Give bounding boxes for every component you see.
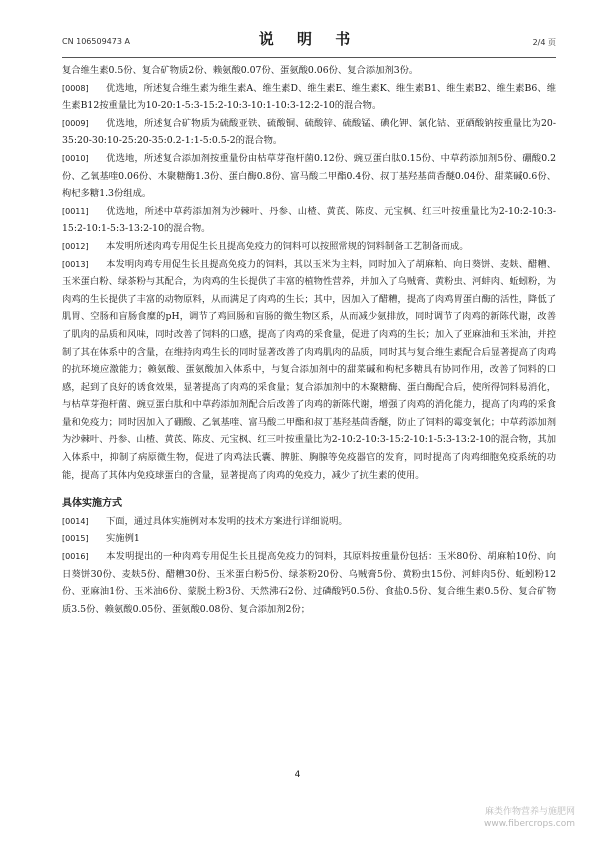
paragraph-0013 — [62, 256, 556, 485]
paragraph-text: 本发明提出的一种肉鸡专用促生长且提高免疫力的饲料，其原料按重量份包括：玉米80份、胡麻粕10份、向日葵饼30份、麦麸5份、醋糟30份、玉米蛋白粉5份、绿茶粉20份、乌贼膏5份、黄粉虫15份、河蚌肉5份、蚯蚓粉12份、亚麻油1份、玉米油6份、蒙脱土粉3份、天然沸石2份、过磷酸钙0.5份、食盐0.5份、复合维生素0.5份、复合矿物质3.5份、赖氨酸0.05份、蛋氨酸0.08份、复合添加剂2份； — [62, 551, 556, 615]
section-heading: 具体实施方式 — [62, 498, 122, 510]
document-title: 说 明 书 — [258, 30, 360, 48]
paragraph-0012 — [62, 238, 556, 256]
paragraph-number: [0015] — [62, 534, 89, 544]
page-number: 4 — [294, 770, 301, 780]
page-info: 2/4 页 — [532, 38, 556, 47]
watermark — [484, 806, 575, 830]
paragraph-text: 优选地，所述中草药添加剂为沙棘叶、丹参、山楂、黄芪、陈皮、元宝枫、红三叶按重量比为2-10:2-10:3-15:2-10:1-5:3-13:2-10的混合物。 — [62, 205, 556, 235]
publication-number: CN 106509473 A — [62, 37, 130, 46]
paragraph-number: [0008] — [62, 83, 89, 93]
document-body — [62, 62, 556, 618]
paragraph-text: 优选地，所述复合添加剂按重量份由枯草芽孢杆菌0.12份、豌豆蛋白肽0.15份、中草药添加剂5份、硼酸0.2份、乙氧基喹0.06份、木聚糖酶1.3份、蛋白酶0.8份、富马酸二甲酯0.4份、叔丁基羟基茴香醚0.04份、甜菜碱0.6份、枸杞多糖1.3份组成。 — [62, 152, 556, 200]
paragraph-number: [0014] — [62, 516, 89, 526]
paragraph-0009 — [62, 115, 556, 150]
paragraph-0010 — [62, 150, 556, 203]
paragraph-number: [0013] — [62, 259, 89, 269]
paragraph-text: 下面，通过具体实施例对本发明的技术方案进行详细说明。 — [106, 515, 348, 527]
paragraph-number: [0012] — [62, 241, 89, 251]
header-rule — [62, 57, 556, 58]
paragraph-number: [0009] — [62, 118, 89, 128]
page-header — [62, 28, 556, 54]
paragraph-number: [0016] — [62, 552, 89, 562]
paragraph-number: [0011] — [62, 206, 89, 216]
paragraph-number: [0010] — [62, 153, 89, 163]
watermark-url: www.fibercrops.com — [484, 819, 575, 829]
paragraph-0015 — [62, 530, 556, 548]
paragraph-0016 — [62, 548, 556, 618]
paragraph-text: 复合维生素0.5份、复合矿物质2份、赖氨酸0.07份、蛋氨酸0.06份、复合添加剂3份。 — [62, 65, 419, 76]
paragraph-0014 — [62, 513, 556, 531]
paragraph-text: 优选地，所述复合矿物质为硫酸亚铁、硫酸铜、硫酸锌、硫酸锰、碘化钾、氯化钴、亚硒酸钠按重量比为20-35:20-30:10-25:20-35:0.2-1:1-5:0.5-2的混合物。 — [62, 117, 556, 147]
watermark-site-name: 麻类作物营养与施肥网 — [484, 807, 575, 817]
paragraph-0011 — [62, 203, 556, 238]
paragraph-0008 — [62, 80, 556, 115]
paragraph-text: 本发明肉鸡专用促生长且提高免疫力的饲料，其以玉米为主料，同时加入了胡麻粕、向日葵饼、麦麸、醋糟、玉米蛋白粉、绿茶粉与其配合，为肉鸡的生长提供了丰富的植物性营养，并加入了乌贼膏、黄粉虫、河蚌肉、蚯蚓粉，为肉鸡的生长提供了丰富的动物原料，从而满足了肉鸡的生长；其中，因加入了醋糟，提高了肉鸡胃蛋白酶的活性，降低了肌胃、空肠和盲肠食糜的pH，调节了鸡回肠和盲肠的微生物区系，从而减少氨排放，同时调节了肉鸡的新陈代谢，改善了肌肉的品质和风味，同时改善了饲料的口感，提高了肉鸡的采食量，促进了肉鸡的生长；加入了亚麻油和玉米油，并控制了其在体系中的含量，在维持肉鸡生长的同时显著改善了肉鸡肌肉的品质，同时其与复合维生素配合后显著提高了肉鸡的抗环境应激能力；赖氨酸、蛋氨酸加入体系中，与复合添加剂中的甜菜碱和枸杞多糖具有协同作用，改善了饲料的口感，起到了良好的诱食效果，显著提高了肉鸡的采食量；复合添加剂中的木聚糖酶、蛋白酶配合后，使所得饲料易消化，与枯草芽孢杆菌、豌豆蛋白肽和中草药添加剂配合后改善了肉鸡的新陈代谢，增强了肉鸡的消化能力，提高了肉鸡的采食量和免疫力；同时因加入了硼酸、乙氧基喹、富马酸二甲酯和叔丁基羟基茴香醚，防止了饲料的霉变氧化；中草药添加剂为沙棘叶、丹参、山楂、黄芪、陈皮、元宝枫、红三叶按重量比为2-10:2-10:3-15:2-10:1-5:3-13:2-10的混合物，其加入体系中，抑制了病原微生物，促进了肉鸡法氏囊、脾脏、胸腺等免疫器官的发育，同时提高了肉鸡细胞免疫系统的功能，提高了其体内免疫球蛋白的含量，显著提高了肉鸡的免疫力，减少了抗生素的使用。 — [62, 258, 556, 481]
paragraph-continuation — [62, 62, 556, 80]
paragraph-text: 优选地，所述复合维生素为维生素A、维生素D、维生素E、维生素K、维生素B1、维生素B2、维生素B6、维生素B12按重量比为10-20:1-5:3-15:2-10:3-10:1-10:3-12:2-10的混合物。 — [62, 82, 556, 112]
paragraph-text: 本发明所述肉鸡专用促生长且提高免疫力的饲料可以按照常规的饲料制备工艺制备而成。 — [106, 240, 469, 252]
paragraph-text: 实施例1 — [106, 533, 140, 545]
